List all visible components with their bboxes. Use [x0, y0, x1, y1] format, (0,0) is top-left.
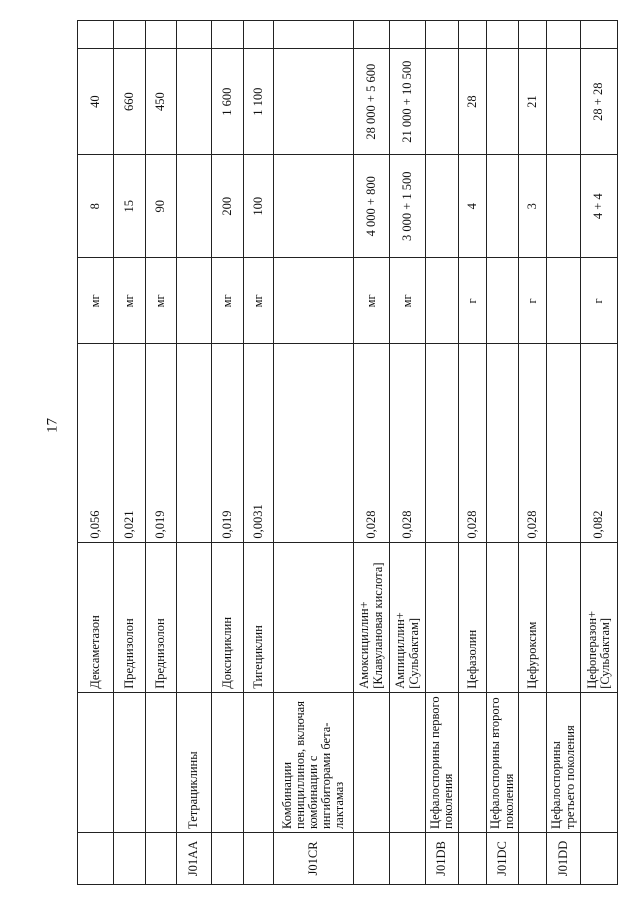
drug-name-cell: [487, 542, 519, 692]
drug-name-cell: Цефоперазон+ [Сульбактам]: [581, 542, 618, 692]
code-cell: J01CR: [274, 832, 354, 884]
drug-name-cell: Преднизолон: [146, 542, 177, 692]
empty-cell: [547, 21, 581, 49]
table-row: [114, 21, 146, 885]
table-row: [354, 21, 390, 885]
code-cell: [244, 832, 274, 884]
drug-name-cell: Доксициклин: [212, 542, 244, 692]
group-cell: [244, 692, 274, 832]
coefficient-cell: [547, 49, 581, 155]
empty-cell: [354, 21, 390, 49]
ddd-cell: 0,0031: [244, 344, 274, 542]
table-row: [274, 21, 354, 885]
empty-cell: [519, 21, 547, 49]
table-row: [244, 21, 274, 885]
unit-cell: мг: [78, 258, 114, 344]
table-row: [212, 21, 244, 885]
code-cell: [581, 832, 618, 884]
unit-cell: [274, 258, 354, 344]
code-cell: [146, 832, 177, 884]
group-cell: [354, 692, 390, 832]
drug-table-body: [78, 21, 618, 885]
empty-cell: [274, 21, 354, 49]
code-cell: [390, 832, 426, 884]
table-row: [459, 21, 487, 885]
group-cell: [390, 692, 426, 832]
ddd-cell: 0,021: [114, 344, 146, 542]
group-cell: [78, 692, 114, 832]
empty-cell: [212, 21, 244, 49]
ddd-cell: 0,028: [390, 344, 426, 542]
ddd-cell: [177, 344, 212, 542]
drug-name-cell: Тигециклин: [244, 542, 274, 692]
unit-cell: [547, 258, 581, 344]
amount-cell: 15: [114, 155, 146, 258]
amount-cell: 4 000 + 800: [354, 155, 390, 258]
group-cell: Цефалоспорины третьего поколения: [547, 692, 581, 832]
rotated-table-wrapper: [77, 20, 617, 885]
coefficient-cell: 450: [146, 49, 177, 155]
coefficient-cell: 40: [78, 49, 114, 155]
unit-cell: мг: [114, 258, 146, 344]
table-row: [177, 21, 212, 885]
amount-cell: [177, 155, 212, 258]
ddd-cell: [274, 344, 354, 542]
coefficient-cell: 660: [114, 49, 146, 155]
amount-cell: 3: [519, 155, 547, 258]
amount-cell: 100: [244, 155, 274, 258]
page-number: 17: [44, 418, 61, 433]
amount-cell: 90: [146, 155, 177, 258]
empty-cell: [114, 21, 146, 49]
empty-cell: [426, 21, 459, 49]
table-row: [78, 21, 114, 885]
amount-cell: [547, 155, 581, 258]
drug-name-cell: Цефазолин: [459, 542, 487, 692]
empty-cell: [78, 21, 114, 49]
ddd-cell: [547, 344, 581, 542]
empty-cell: [581, 21, 618, 49]
drug-name-cell: Преднизолон: [114, 542, 146, 692]
ddd-cell: 0,028: [459, 344, 487, 542]
drug-name-cell: Дексаметазон: [78, 542, 114, 692]
table-row: [547, 21, 581, 885]
code-cell: [212, 832, 244, 884]
group-cell: Тетрациклины: [177, 692, 212, 832]
group-cell: [581, 692, 618, 832]
coefficient-cell: 21 000 + 10 500: [390, 49, 426, 155]
code-cell: [114, 832, 146, 884]
code-cell: [459, 832, 487, 884]
unit-cell: мг: [146, 258, 177, 344]
unit-cell: мг: [390, 258, 426, 344]
code-cell: J01DD: [547, 832, 581, 884]
coefficient-cell: 28 + 28: [581, 49, 618, 155]
table-row: [519, 21, 547, 885]
drug-name-cell: Цефуроксим: [519, 542, 547, 692]
drug-name-cell: Амоксициллин+ [Клавулановая кислота]: [354, 542, 390, 692]
ddd-cell: 0,056: [78, 344, 114, 542]
ddd-cell: 0,019: [146, 344, 177, 542]
coefficient-cell: 28 000 + 5 600: [354, 49, 390, 155]
unit-cell: [487, 258, 519, 344]
drug-name-cell: Ампициллин+ [Сульбактам]: [390, 542, 426, 692]
drug-table: [77, 20, 618, 885]
code-cell: [519, 832, 547, 884]
drug-name-cell: [426, 542, 459, 692]
coefficient-cell: [426, 49, 459, 155]
unit-cell: мг: [212, 258, 244, 344]
code-cell: J01DB: [426, 832, 459, 884]
amount-cell: [274, 155, 354, 258]
coefficient-cell: [487, 49, 519, 155]
ddd-cell: 0,019: [212, 344, 244, 542]
drug-name-cell: [177, 542, 212, 692]
group-cell: [459, 692, 487, 832]
ddd-cell: 0,028: [354, 344, 390, 542]
table-row: [581, 21, 618, 885]
table-row: [487, 21, 519, 885]
empty-cell: [146, 21, 177, 49]
group-cell: Цефалоспорины первого поколения: [426, 692, 459, 832]
coefficient-cell: 28: [459, 49, 487, 155]
unit-cell: г: [459, 258, 487, 344]
table-row: [146, 21, 177, 885]
unit-cell: [426, 258, 459, 344]
ddd-cell: [426, 344, 459, 542]
empty-cell: [244, 21, 274, 49]
amount-cell: 3 000 + 1 500: [390, 155, 426, 258]
empty-cell: [487, 21, 519, 49]
unit-cell: г: [519, 258, 547, 344]
group-cell: [519, 692, 547, 832]
table-row: [426, 21, 459, 885]
unit-cell: г: [581, 258, 618, 344]
coefficient-cell: 1 600: [212, 49, 244, 155]
amount-cell: 4 + 4: [581, 155, 618, 258]
code-cell: J01DC: [487, 832, 519, 884]
amount-cell: [487, 155, 519, 258]
empty-cell: [459, 21, 487, 49]
code-cell: [354, 832, 390, 884]
coefficient-cell: 21: [519, 49, 547, 155]
group-cell: [114, 692, 146, 832]
unit-cell: [177, 258, 212, 344]
coefficient-cell: [177, 49, 212, 155]
unit-cell: мг: [244, 258, 274, 344]
coefficient-cell: [274, 49, 354, 155]
group-cell: [212, 692, 244, 832]
unit-cell: мг: [354, 258, 390, 344]
coefficient-cell: 1 100: [244, 49, 274, 155]
code-cell: J01AA: [177, 832, 212, 884]
amount-cell: [426, 155, 459, 258]
ddd-cell: 0,028: [519, 344, 547, 542]
group-cell: [146, 692, 177, 832]
drug-name-cell: [547, 542, 581, 692]
table-row: [390, 21, 426, 885]
drug-name-cell: [274, 542, 354, 692]
ddd-cell: 0,082: [581, 344, 618, 542]
ddd-cell: [487, 344, 519, 542]
code-cell: [78, 832, 114, 884]
empty-cell: [390, 21, 426, 49]
amount-cell: 4: [459, 155, 487, 258]
group-cell: Цефалоспорины второго поколения: [487, 692, 519, 832]
empty-cell: [177, 21, 212, 49]
group-cell: Комбинации пенициллинов, включая комбинации с ингибиторами бета-лактамаз: [274, 692, 354, 832]
amount-cell: 200: [212, 155, 244, 258]
amount-cell: 8: [78, 155, 114, 258]
